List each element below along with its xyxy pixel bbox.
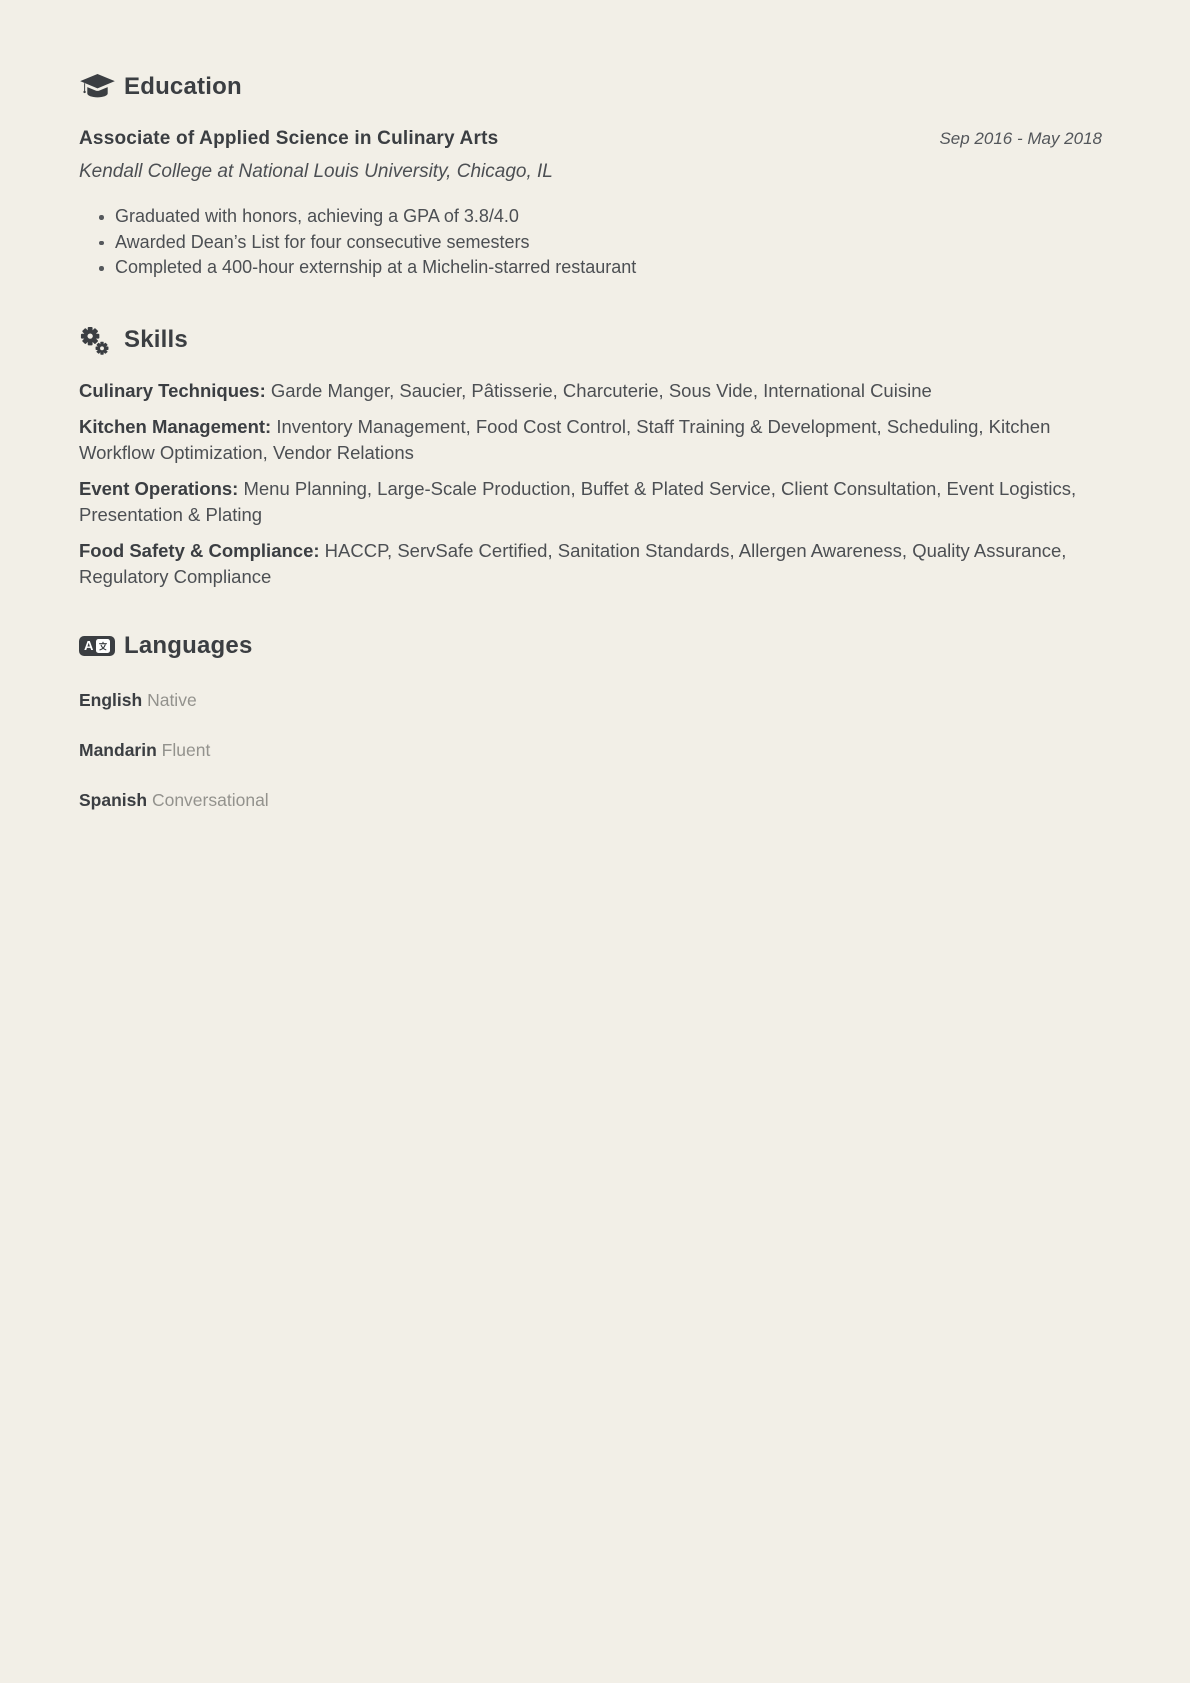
language-item [79,690,1102,711]
education-header [79,72,1102,101]
skill-category-items: Garde Manger, Saucier, Pâtisserie, Charcuterie, Sous Vide, International Cuisine [270,379,932,401]
education-entry-header [79,128,1102,150]
education-dates: Sep 2016 - May 2018 [939,129,1102,148]
translate-icon: A [79,636,124,656]
skill-category-label: Culinary Techniques: [79,379,266,401]
skill-category-label: Event Operations: [79,477,239,499]
education-bullet: Awarded Dean’s List for four consecutive semesters [97,230,1102,256]
gears-icon [79,325,124,356]
education-bullet: Graduated with honors, achieving a GPA of 3.8/4.0 [97,204,1102,230]
skills-section [79,325,1102,590]
language-item [79,740,1102,761]
skill-category [79,538,1102,590]
language-level: Native [147,689,197,710]
education-title: Education [124,72,242,100]
education-institution: Kendall College at National Louis University, Chicago, IL [79,161,553,182]
languages-list [79,690,1102,811]
skill-category-items: HACCP, ServSafe Certified, Sanitation Standards, Allergen Awareness, Quality Assurance, Regulatory Compliance [79,539,1067,587]
skill-category [79,414,1102,466]
skill-category [79,476,1102,528]
skill-category-items: Menu Planning, Large-Scale Production, Buffet & Plated Service, Client Consultation, Event Logistics, Presentation & Plating [79,477,1077,525]
degree-title: Associate of Applied Science in Culinary Arts [79,128,499,149]
graduation-cap-icon [79,72,124,101]
skill-category-items: Inventory Management, Food Cost Control, Staff Training & Development, Scheduling, Kitchen Workflow Optimization, Vendor Relations [79,415,1051,463]
languages-title: Languages [124,631,253,659]
skill-category-label: Food Safety & Compliance: [79,539,320,561]
education-bullets [79,204,1102,281]
skill-category-label: Kitchen Management: [79,415,272,437]
skills-header [79,325,1102,356]
languages-header [79,632,1102,660]
language-name: English [79,689,143,710]
education-bullet: Completed a 400-hour externship at a Michelin-starred restaurant [97,255,1102,281]
language-item [79,790,1102,811]
education-section [79,72,1102,281]
language-level: Fluent [161,739,211,760]
languages-section [79,632,1102,811]
skill-category [79,378,1102,404]
language-name: Mandarin [79,739,157,760]
language-name: Spanish [79,789,148,810]
skills-title: Skills [124,326,188,353]
language-level: Conversational [151,789,269,810]
skills-list [79,378,1102,590]
